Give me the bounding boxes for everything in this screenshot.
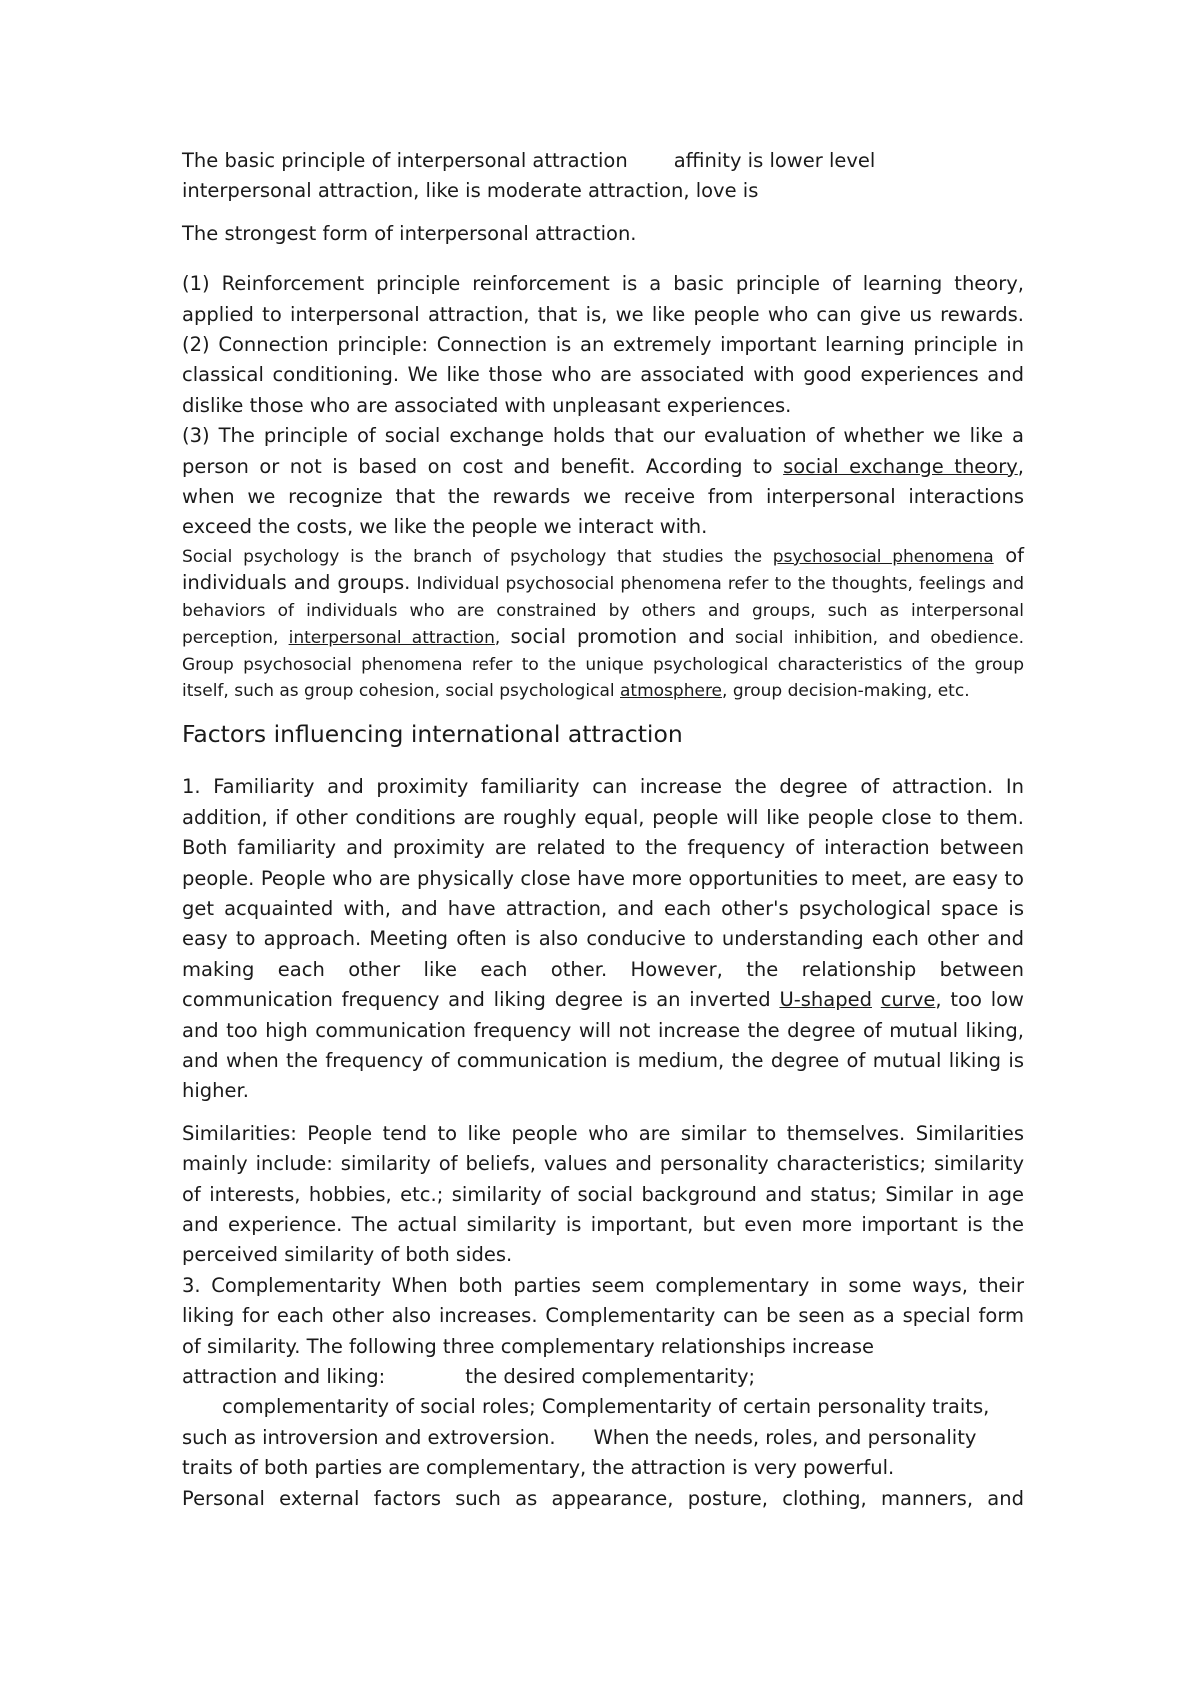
paragraph-similarities: Similarities: People tend to like people who are similar to themselves. Similarities mainly include: similarity of beliefs, values and personality characteristics; similarity of interests, hobbies, etc.; similarity of social background and status; Similar in age and experience. The actual similarity is important, but even more important is the perceived similarity of both sides. (182, 1121, 1024, 1267)
link-psychosocial-phenomena[interactable]: psychosocial phenomena (772, 546, 994, 567)
p6-text-a: attraction and liking: (182, 1365, 386, 1389)
p3-text-f: social promotion and (510, 625, 725, 649)
roles-line-2 (182, 1423, 1024, 1453)
paragraph-principles: (1) Reinforcement principle reinforcement is a basic principle of learning theory, applied to interpersonal attraction, that is, we like people who can give us rewards. (2) Connection principle: Connection is an extremely important learning principle in classical conditioning. We like those who are associated with good experiences and dislike those who are associated with unpleasant experiences. (182, 272, 1024, 417)
p4-text-b: , too low and too high communication frequency will not increase the degree of mutual liking, and when the frequency of communication is medium, the degree of mutual liking is higher. (182, 988, 1024, 1103)
p7-text-b: such as introversion and extroversion. (182, 1425, 556, 1449)
link-interpersonal-attraction[interactable]: interpersonal attraction (288, 628, 495, 649)
p3-text-c: individuals and groups. (182, 571, 411, 595)
p3-text-e: , (494, 628, 511, 649)
intro-line-2: interpersonal attraction, like is moderate attraction, love is (182, 179, 759, 203)
intro-text-a: The basic principle of interpersonal attraction (182, 149, 628, 172)
p4-text-a: 1. Familiarity and proximity familiarity can increase the degree of attraction. In addition, if other conditions are roughly equal, people will like people close to them. Both familiarity and proximity are related to the frequency of interaction between people. People who are physically close have more opportunities to meet, are easy to get acquainted with, and have attraction, and each other's psychological space is easy to approach. Meeting often is also conducive to understanding each other and making each other like each other. However, the relationship between communication frequency and liking degree is an inverted (182, 775, 1024, 1012)
p3-text-d: Individual psychosocial phenomena refer to the thoughts, feelings and behaviors of individuals who are constrained by others and groups, such as interpersonal perception, (182, 574, 1024, 649)
p2-text-a: (3) The principle of social exchange holds that our evaluation of whether we like a person or not is based on cost and benefit. According to (182, 424, 1024, 478)
p7-text-a: complementarity of social roles; Complementarity of certain personality traits, (222, 1395, 990, 1419)
link-social-exchange-theory[interactable]: social exchange theory (783, 454, 1018, 478)
intro-line-3: The strongest form of interpersonal attraction. (182, 221, 637, 245)
p3-text-a: Social psychology is the branch of psychology that studies the (182, 546, 773, 567)
p3-text-b: of (993, 543, 1024, 567)
p7-text-c: When the needs, roles, and personality (593, 1425, 977, 1449)
p4-space (872, 988, 881, 1011)
link-u-shaped[interactable]: U-shaped (779, 988, 872, 1012)
roles-line-1 (182, 1392, 1024, 1422)
link-curve[interactable]: curve (880, 988, 936, 1012)
paragraph-social-psychology (182, 543, 1024, 704)
p3-text-g: social inhibition, and obedience. Group psychosocial phenomena refer to the unique psychological characteristics of the group itself, such as group cohesion, social psychological (182, 628, 1024, 701)
link-atmosphere[interactable]: atmosphere (620, 680, 723, 701)
paragraph-external-factors: Personal external factors such as appearance, posture, clothing, manners, and (182, 1486, 1024, 1510)
p2-text-b: , when we recognize that the rewards we receive from interpersonal interactions exceed the costs, we like the people we interact with. (182, 454, 1024, 539)
roles-line-3: traits of both parties are complementary, the attraction is very powerful. (182, 1456, 895, 1480)
paragraph-complementarity: 3. Complementarity When both parties seem complementary in some ways, their liking for each other also increases. Complementarity can be seen as a special form of similarity. The following three complementary relationships increase (182, 1273, 1024, 1358)
paragraph-familiarity (182, 772, 1024, 1106)
p6-text-b: the desired complementarity; (465, 1365, 756, 1389)
intro-line-1 (182, 146, 1024, 176)
document-page (182, 146, 1024, 1514)
paragraph-social-exchange (182, 421, 1024, 543)
complementarity-line-last (182, 1362, 1024, 1392)
intro-text-b: affinity is lower level (673, 149, 876, 172)
section-heading: Factors influencing international attraction (182, 720, 683, 749)
p3-text-h: , group decision-making, etc. (722, 680, 970, 701)
